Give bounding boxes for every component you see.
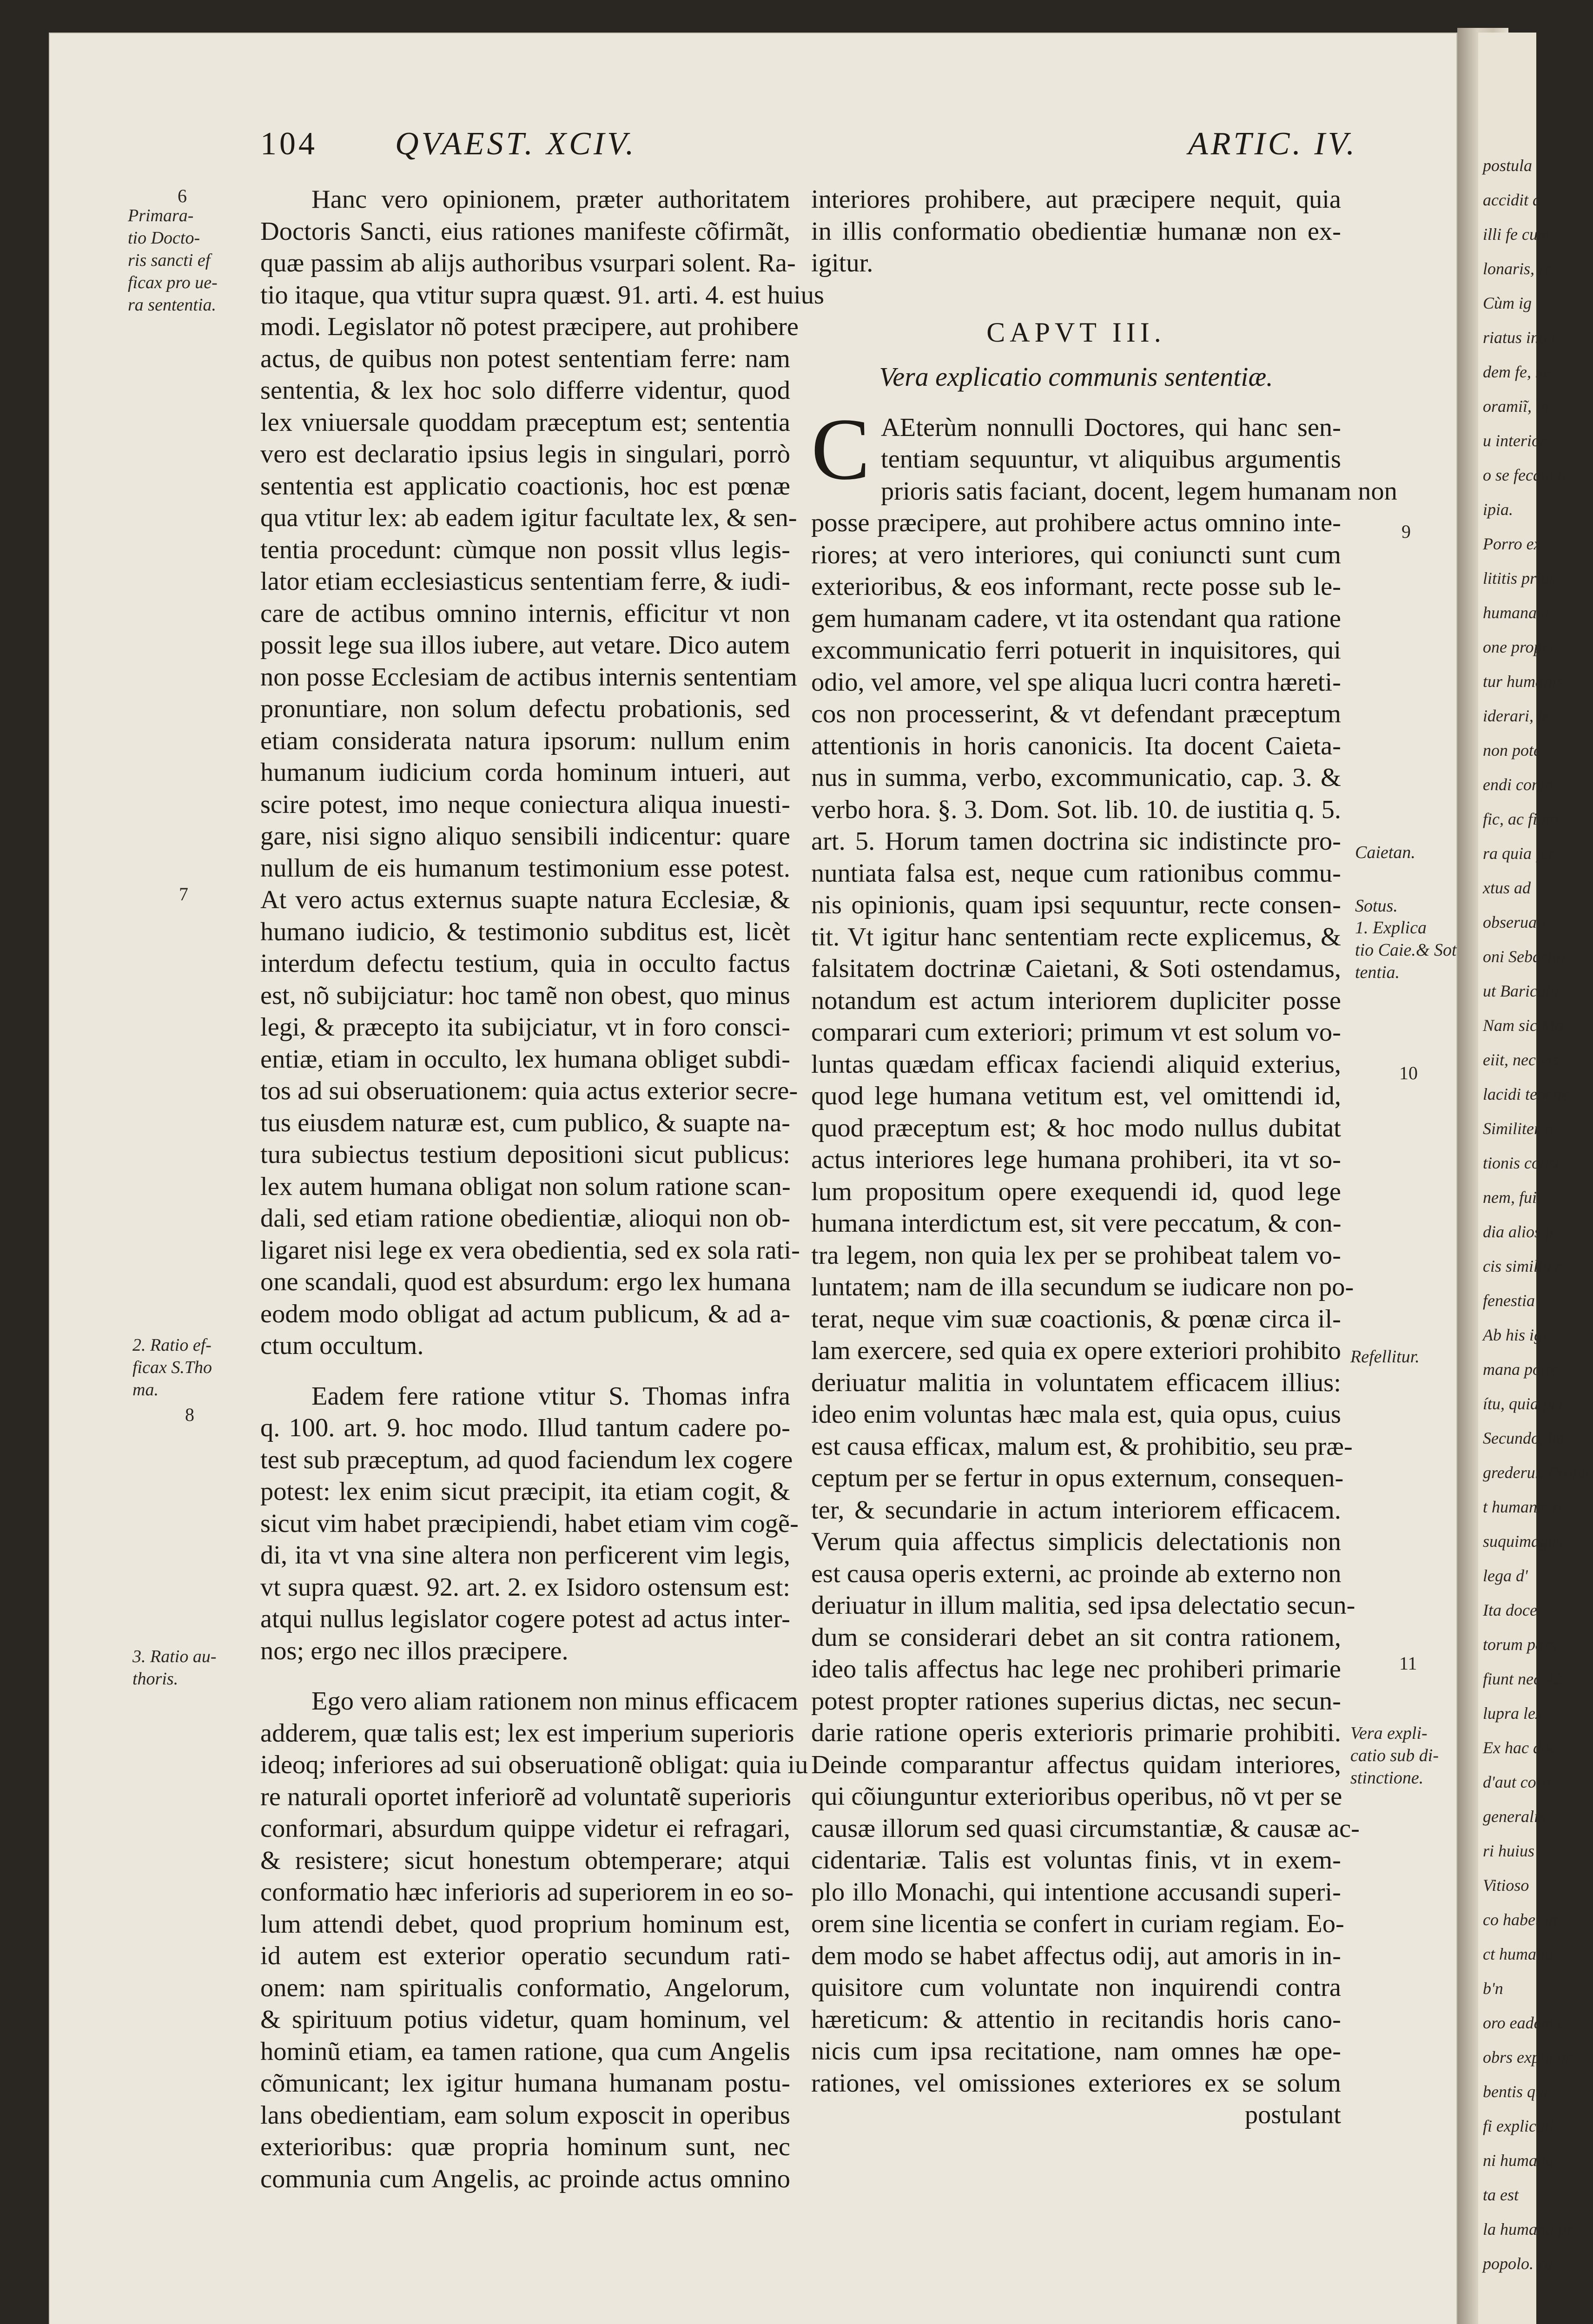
text-line: entiæ, etiam in occulto, lex humana obliget subdi-	[260, 1044, 790, 1074]
next-page-fragment: lupra lex	[1483, 1704, 1543, 1723]
margin-note	[132, 1645, 216, 1690]
next-page-fragment: dia alios fe	[1483, 1222, 1557, 1241]
text-line: non posse Ecclesiam de actibus internis sententiam	[260, 662, 797, 692]
drop-cap: C	[811, 400, 870, 498]
text-line: cos non processerint, & vt defendant præceptum	[811, 700, 1341, 728]
text-line: quæ passim ab alijs authoribus vsurpari solent. Ra-	[260, 249, 796, 277]
margin-note-line: tentia.	[1355, 963, 1400, 982]
next-page-fragment: Cùm ig	[1483, 294, 1532, 312]
next-page-fragment: d'aut cosa	[1483, 1773, 1551, 1791]
margin-note-line: ficax S.Tho	[132, 1358, 212, 1377]
text-line: nos; ergo nec illos præcipere.	[260, 1636, 568, 1665]
next-page-fragment: ítu, quia pet	[1483, 1394, 1563, 1413]
next-page-edge	[1478, 33, 1593, 2324]
header-artic: ARTIC. IV.	[1188, 126, 1357, 162]
text-line: falsitatem doctrinæ Caietani, & Soti ostendamus,	[811, 954, 1341, 983]
paragraph	[260, 184, 825, 1362]
text-line: & resistere; sicut honestum obtemperare; atqui	[260, 1846, 790, 1875]
text-line: prioris satis faciant, docent, legem humanam non	[881, 476, 1397, 506]
text-line: hominũ etiam, ea tamen ratione, qua cum Angelis	[260, 2037, 790, 2066]
next-page-fragment: nem, fuit	[1483, 1188, 1541, 1207]
next-page-fragment: ri huius	[1483, 1842, 1535, 1860]
next-page-fragment: endi confo	[1483, 775, 1553, 794]
text-line: lum attendi debet, quod proprium hominum est,	[260, 1909, 790, 1939]
text-line: plo illo Monachi, qui intentione accusandi superi-	[811, 1877, 1341, 1907]
text-line: dum se considerari debet an sit contra rationem,	[811, 1623, 1341, 1652]
text-line: legi, & præcepto ita subijciatur, vt in foro consci-	[260, 1013, 790, 1042]
margin-note-line: tio Docto-	[128, 228, 200, 248]
text-line: vero est declaratio ipsius legis in singulari, porrò	[260, 440, 790, 469]
next-page-fragment: la humana pr	[1483, 2220, 1573, 2238]
text-line: atqui nullus legislator cogere potest ad actus inter-	[260, 1604, 790, 1633]
text-line: luntas quædam efficax faciendi aliquid exterius,	[811, 1050, 1341, 1079]
next-page-fragment: torum pass	[1483, 1635, 1557, 1654]
next-page-fragment: eiit, nec vis	[1483, 1050, 1559, 1069]
margin-note-line: thoris.	[132, 1669, 178, 1689]
text-line: one scandali, quod est absurdum: ergo lex humana	[260, 1268, 791, 1296]
next-page-fragment: suquimagus	[1483, 1532, 1563, 1551]
text-line: scire potest, imo neque coniectura aliqua inuesti-	[260, 790, 790, 819]
text-line: conformari, absurdum quippe videtur ei refragari,	[260, 1814, 790, 1843]
margin-note-line: stinctione.	[1350, 1768, 1424, 1788]
margin-note-line: ra sententia.	[128, 295, 216, 315]
header-quaest: QVAEST. XCIV.	[395, 126, 637, 162]
text-line: eodem modo obligat ad actum publicum, & ad a-	[260, 1299, 790, 1328]
margin-note-caietan: Caietan.	[1355, 843, 1415, 862]
next-page-fragment: xtus ad	[1483, 878, 1531, 897]
text-line: quod lege humana vetitum est, vel omittendi id,	[811, 1082, 1341, 1110]
text-line: riores; at vero interiores, qui coniuncti sunt cum	[811, 540, 1341, 569]
text-line: lex vniuersale quoddam præceptum est; sententia	[260, 408, 790, 437]
text-line: gare, nisi signo aliquo sensibili indicentur: quare	[260, 822, 790, 851]
text-line: test sub præceptum, ad quod faciendum lex cogere	[260, 1445, 793, 1474]
running-header	[260, 125, 1357, 167]
page-number: 104	[260, 126, 317, 162]
text-line: gem humanam cadere, vt ita ostendant qua ratione	[811, 604, 1341, 633]
next-page-fragment: dem fe, ne	[1483, 363, 1551, 381]
text-line: excommunicatio ferri potuerit in inquisitores, qui	[811, 636, 1341, 665]
text-line: est, nõ subijciatur: hoc tamẽ non obest, quo minus	[260, 981, 790, 1010]
margin-note-line: Vera expli-	[1350, 1723, 1428, 1743]
text-line: Hanc vero opinionem, præter authoritatem	[311, 185, 790, 214]
text-line: sententia, & lex hoc solo differre videntur, quod	[260, 376, 790, 405]
text-line: actus, de quibus non potest sententiam ferre: nam	[260, 344, 790, 373]
text-line: communia cum Angelis, ac proinde actus omnino	[260, 2164, 790, 2193]
text-line: tura subiectus testium depositioni sicut publicus:	[260, 1140, 790, 1169]
text-line: nullum de eis humanum testimonium esse potest.	[260, 853, 790, 883]
text-line: re naturali oportet inferiorẽ ad voluntatẽ superioris	[260, 1782, 792, 1811]
text-line: quod præceptum est; & hoc modo nullus dubitat	[811, 1113, 1341, 1142]
margin-note	[128, 205, 218, 316]
next-page-fragment: Ab his igi	[1483, 1326, 1547, 1344]
text-line: posse præcipere, aut prohibere actus omnino inte-	[811, 508, 1341, 537]
text-line: ideo enim voluntas hæc mala est, quia opus, cuius	[811, 1400, 1341, 1429]
text-line: modi. Legislator nõ potest præcipere, aut prohibere	[260, 312, 799, 341]
next-page-fragment: ipia.	[1483, 500, 1514, 519]
text-line: cõmunicant; lex igitur humana humanam postu-	[260, 2069, 790, 2098]
text-line: sicut vim habet præcipiendi, habet etiam vim cogẽ-	[260, 1509, 799, 1538]
next-page-fragment: obseruati	[1483, 913, 1547, 931]
next-page-fragment: Porro ex	[1483, 535, 1541, 553]
text-line: cidentariæ. Talis est voluntas finis, vt in exem-	[811, 1846, 1341, 1875]
text-line: & spirituum potius videtur, quam hominum, vel	[260, 2005, 790, 2034]
text-line: art. 5. Horum tamen doctrina sic indistincte pro-	[811, 827, 1341, 856]
paragraph	[260, 1685, 808, 2195]
next-page-fragment: ra quia fer	[1483, 844, 1555, 863]
text-line: Deinde comparantur affectus quidam interiores,	[811, 1750, 1341, 1779]
next-page-fragment: one propri	[1483, 638, 1553, 656]
text-line: possit lege sua illos iubere, aut vetare. Dico autem	[260, 631, 790, 660]
next-page-fragment: oramiĩ, in	[1483, 397, 1549, 416]
next-page-fragment: lega d'	[1483, 1566, 1528, 1585]
margin-note	[1355, 917, 1457, 984]
chapter-subtitle: Vera explicatio communis sententiæ.	[879, 362, 1273, 392]
text-line: ctum occultum.	[260, 1331, 424, 1360]
text-line: lam exercere, sed quia ex opere exteriori prohibito	[811, 1336, 1341, 1365]
margin-number: 10	[1399, 1063, 1418, 1083]
next-page-fragment: generalis	[1483, 1807, 1545, 1826]
margin-number: 9	[1401, 521, 1411, 542]
next-page-fragment: Nam sic Mo	[1483, 1016, 1564, 1035]
next-page-fragment: oro eadem c	[1483, 2014, 1565, 2032]
next-page-fragment: riatus inter	[1483, 328, 1558, 347]
text-line: dali, sed etiam ratione obedientiæ, alioqui non ob-	[260, 1204, 790, 1233]
next-page-fragment: Vitioso	[1483, 1876, 1529, 1895]
text-line: darie ratione operis exterioris primarie prohibiti.	[811, 1718, 1341, 1747]
text-line: care de actibus omnino internis, efficitur vt non	[260, 599, 790, 628]
margin-note-sotus: Sotus.	[1355, 896, 1398, 916]
text-line: tentiam sequuntur, vt aliquibus argumentis	[881, 445, 1341, 474]
next-page-fragment: non pote	[1483, 741, 1541, 759]
next-page-fragment: mana potte	[1483, 1360, 1558, 1379]
text-line: notandum est actum interiorem dupliciter posse	[811, 986, 1341, 1015]
margin-note-line: ma.	[132, 1380, 159, 1400]
next-page-fragment: lacidi tepene	[1483, 1085, 1569, 1103]
margin-note-line: ris sancti ef	[128, 251, 211, 270]
text-line: tentia procedunt: cùmque non possit vllus legis-	[260, 535, 790, 564]
text-line: humana interdictum est, sit vere peccatum, & con-	[811, 1209, 1342, 1238]
next-page-fragment: ct humana	[1483, 1945, 1553, 1963]
text-line: exterioribus: quæ propria hominum sunt, nec	[260, 2133, 790, 2161]
text-line: ideo talis affectus hac lege nec prohiberi primarie	[811, 1655, 1341, 1684]
text-line: adderem, quæ talis est; lex est imperium superioris	[260, 1718, 794, 1748]
text-line: id autem est exterior operatio secundum rati-	[260, 1941, 790, 1970]
text-line: lans obedientiam, eam solum exposcit in operibus	[260, 2100, 790, 2130]
next-page-fragment: ta est	[1483, 2185, 1519, 2204]
text-line: qua vtitur lex: ab eadem igitur facultate lex, & sen-	[260, 503, 797, 532]
text-line: Ego vero aliam rationem non minus efficacem	[311, 1687, 798, 1716]
text-line: interiores prohibere, aut præcipere nequit, quia	[811, 185, 1341, 214]
text-line: tio itaque, qua vtitur supra quæst. 91. arti. 4. est huius	[260, 280, 825, 310]
text-line: conformatio hæc inferioris ad superiorem in eo so-	[260, 1878, 793, 1907]
text-line: pronuntiare, non solum defectu probationis, sed	[260, 694, 790, 723]
text-line: ceptum per se fertur in opus externum, consequen-	[811, 1464, 1344, 1492]
text-line: Doctoris Sancti, eius rationes manifeste cõfirmãt,	[260, 217, 790, 246]
next-page-fragment: t humanæ p	[1483, 1498, 1561, 1516]
margin-note	[132, 1334, 212, 1401]
margin-note-line: 2. Ratio ef-	[132, 1335, 212, 1355]
text-line: lex autem humana obligat non solum ratione scan-	[260, 1172, 791, 1201]
text-line: comparari cum exteriori; primum vt est solum vo-	[811, 1018, 1341, 1047]
margin-note-line: ficax pro ue-	[128, 273, 218, 292]
text-line: tit. Vt igitur hanc sententiam recte explicemus, &	[811, 922, 1341, 951]
text-line: At vero actus externus suapte natura Ecclesiæ, &	[260, 885, 790, 914]
text-line: ligaret nisi lege ex vera obedientia, sed ex sola rati-	[260, 1235, 800, 1265]
text-line: interdum defectu testium, quia in occulto factus	[260, 949, 790, 978]
next-page-fragment: illi fe cum	[1483, 225, 1550, 244]
paragraph	[260, 1380, 799, 1667]
next-page-fragment: Ita doce	[1483, 1601, 1537, 1619]
next-page-fragment: Secundo, ha	[1483, 1429, 1565, 1447]
next-page-fragment: tionis conse	[1483, 1154, 1562, 1172]
next-page-fragment: u interior	[1483, 431, 1547, 450]
text-line: causæ illorum sed quasi circumstantiæ, & causæ ac-	[811, 1814, 1360, 1843]
text-line: dem modo se habet affectus odij, aut amoris in in-	[811, 1941, 1341, 1970]
margin-number: 6	[178, 185, 187, 206]
text-line: nis opinionis, quam ipsi sequuntur, recte consen-	[811, 891, 1341, 919]
text-line: Verum quia affectus simplicis delectationis non	[811, 1527, 1341, 1556]
next-page-fragment: o se fecam n	[1483, 466, 1566, 484]
next-page-fragment: humanam	[1483, 603, 1549, 622]
next-page-fragment: oni Sebastiã	[1483, 947, 1565, 966]
text-line: sententia est applicatio coactionis, hoc est pœnæ	[260, 471, 790, 501]
text-line: in illis conformatio obedientiæ humanæ non ex-	[811, 217, 1341, 246]
text-line: deriuatur in illum malitia, sed ipsa delectatio secun-	[811, 1591, 1355, 1620]
margin-note	[1350, 1722, 1439, 1789]
text-line: exterioribus, & eos informant, recte posse sub le-	[811, 572, 1341, 601]
text-line: est causa operis externi, ac proinde ab externo non	[811, 1559, 1342, 1588]
text-line: lum propositum opere exequendi id, quod lege	[811, 1177, 1341, 1206]
text-line: rationes, vel omissiones exteriores ex se solum	[811, 2068, 1341, 2098]
text-line: hæreticum: & attentio in recitandis horis cano-	[811, 2005, 1341, 2034]
next-page-fragment: lonaris, re	[1483, 259, 1552, 278]
next-page-fragment: iderari, fe	[1483, 706, 1550, 725]
text-line: onem: nam spiritualis conformatio, Angelorum,	[260, 1973, 790, 2002]
left-column	[260, 184, 825, 2195]
text-line: qui cõiunguntur exterioribus operibus, nõ vt per se	[811, 1782, 1342, 1811]
text-line: humano iudicio, & testimonio subditus est, licèt	[260, 917, 790, 946]
next-page-fragment: ut Bariculu	[1483, 982, 1559, 1000]
next-page-fragment: bentis que	[1483, 2082, 1551, 2101]
next-page-fragment: ni humana	[1483, 2151, 1554, 2170]
text-line: orem sine licentia se confert in curiam regiam. Eo-	[811, 1909, 1344, 1938]
next-page-fragment: fenestia	[1483, 1291, 1535, 1310]
text-line: tra legem, non quia lex per se prohibeat talem vo-	[811, 1241, 1341, 1270]
next-page-fragment: b'n	[1483, 1979, 1503, 1998]
next-page-fragment: obrs explicar	[1483, 2048, 1572, 2067]
next-page-fragment: cis similiter	[1483, 1257, 1561, 1275]
text-line: di, ita vt vna sine altera non perficerent vim legis,	[260, 1541, 790, 1570]
text-line: Eadem fere ratione vtitur S. Thomas infra	[311, 1381, 790, 1411]
next-page-fragment: Ex hac doc	[1483, 1738, 1557, 1757]
next-page-fragment: postula	[1483, 156, 1533, 175]
text-line: AEterùm nonnulli Doctores, qui hanc sen-	[881, 413, 1341, 442]
text-line: ideoq; inferiores ad sui obseruationẽ obligat: quia iu	[260, 1750, 808, 1779]
text-line: ter, & secundarie in actum interiorem efficacem.	[811, 1495, 1341, 1525]
text-line: nuntiata falsa est, neque cum rationibus commu-	[811, 858, 1341, 888]
text-line: etiam considerata natura ipsorum: nullum enim	[260, 726, 790, 755]
text-line: attentionis in horis canonicis. Ita docent Caieta-	[811, 731, 1341, 760]
text-line: tus eiusdem naturæ est, cum publico, & suapte na-	[260, 1108, 790, 1137]
text-line: lator etiam ecclesiasticus sententiam ferre, & iudi-	[260, 567, 790, 596]
text-line: nus in summa, verbo, excommunicatio, cap. 3. &	[811, 763, 1341, 792]
next-page-fragment: accidit a	[1483, 191, 1541, 209]
catchword: postulant	[1244, 2100, 1341, 2129]
next-page-fragment: co habet in	[1483, 1910, 1557, 1929]
margin-note-line: catio sub di-	[1350, 1746, 1439, 1765]
margin-number: 7	[179, 884, 188, 905]
text-line: verbo hora. §. 3. Dom. Sot. lib. 10. de iustitia q. 5.	[811, 795, 1341, 824]
margin-note-line: 1. Explica	[1355, 918, 1427, 938]
next-page-fragment: popolo. ra	[1483, 2254, 1553, 2273]
text-line: potest: lex enim sicut præcipit, ita etiam cogit, &	[260, 1477, 790, 1506]
margin-note-line: 3. Ratio au-	[132, 1647, 217, 1666]
paragraph	[811, 184, 1341, 279]
margin-note-refellitur: Refellitur.	[1350, 1347, 1420, 1367]
text-line: potest propter rationes superius dictas, nec secun-	[811, 1686, 1341, 1716]
text-line: nicis cum ipsa recitatione, nam omnes hæ ope-	[811, 2037, 1341, 2066]
margin-number: 11	[1399, 1653, 1417, 1674]
margin-number: 8	[185, 1404, 194, 1425]
next-page-fragment: tur humanis	[1483, 672, 1564, 691]
text-line: quisitore cum voluntate non inquirendi contra	[811, 1973, 1341, 2002]
margin-note-line: Primara-	[128, 206, 194, 225]
text-line: igitur.	[811, 249, 873, 277]
next-page-fragment: lititis prius	[1483, 569, 1556, 588]
next-page-fragment: Similiter n	[1483, 1119, 1553, 1138]
next-page-fragment: fi explicati	[1483, 2117, 1554, 2135]
text-line: terat, neque vim suæ coactionis, & pœnæ circa il-	[811, 1304, 1341, 1334]
text-line: luntatem; nam de illa secundum se iudicare non po-	[811, 1273, 1354, 1301]
text-line: actus interiores lege humana prohiberi, ita vt so-	[811, 1145, 1341, 1174]
text-line: q. 100. art. 9. hoc modo. Illud tantum cadere po-	[260, 1413, 790, 1442]
next-page-fragment: fic, ac fi no	[1483, 810, 1558, 828]
text-line: tos ad sui obseruationem: quia actus exterior secre-	[260, 1076, 798, 1105]
next-page-fragment: fiunt nec 42	[1483, 1670, 1562, 1688]
text-line: odio, vel amore, vel spe aliqua lucri contra hæreti-	[811, 667, 1341, 697]
next-page-fragment: grederur. Propte	[1483, 1463, 1593, 1482]
text-line: est causa efficax, malum est, & prohibitio, seu præ-	[811, 1432, 1353, 1461]
text-line: vt supra quæst. 92. art. 2. ex Isidoro ostensum est:	[260, 1572, 790, 1602]
chapter-heading: CAPVT III.	[986, 317, 1166, 348]
text-line: humanum iudicium corda hominum intueri, aut	[260, 758, 790, 787]
margin-note-line: tio Caie.& Sot	[1355, 940, 1457, 960]
text-line: deriuatur malitia in voluntatem efficacem illius:	[811, 1368, 1341, 1397]
